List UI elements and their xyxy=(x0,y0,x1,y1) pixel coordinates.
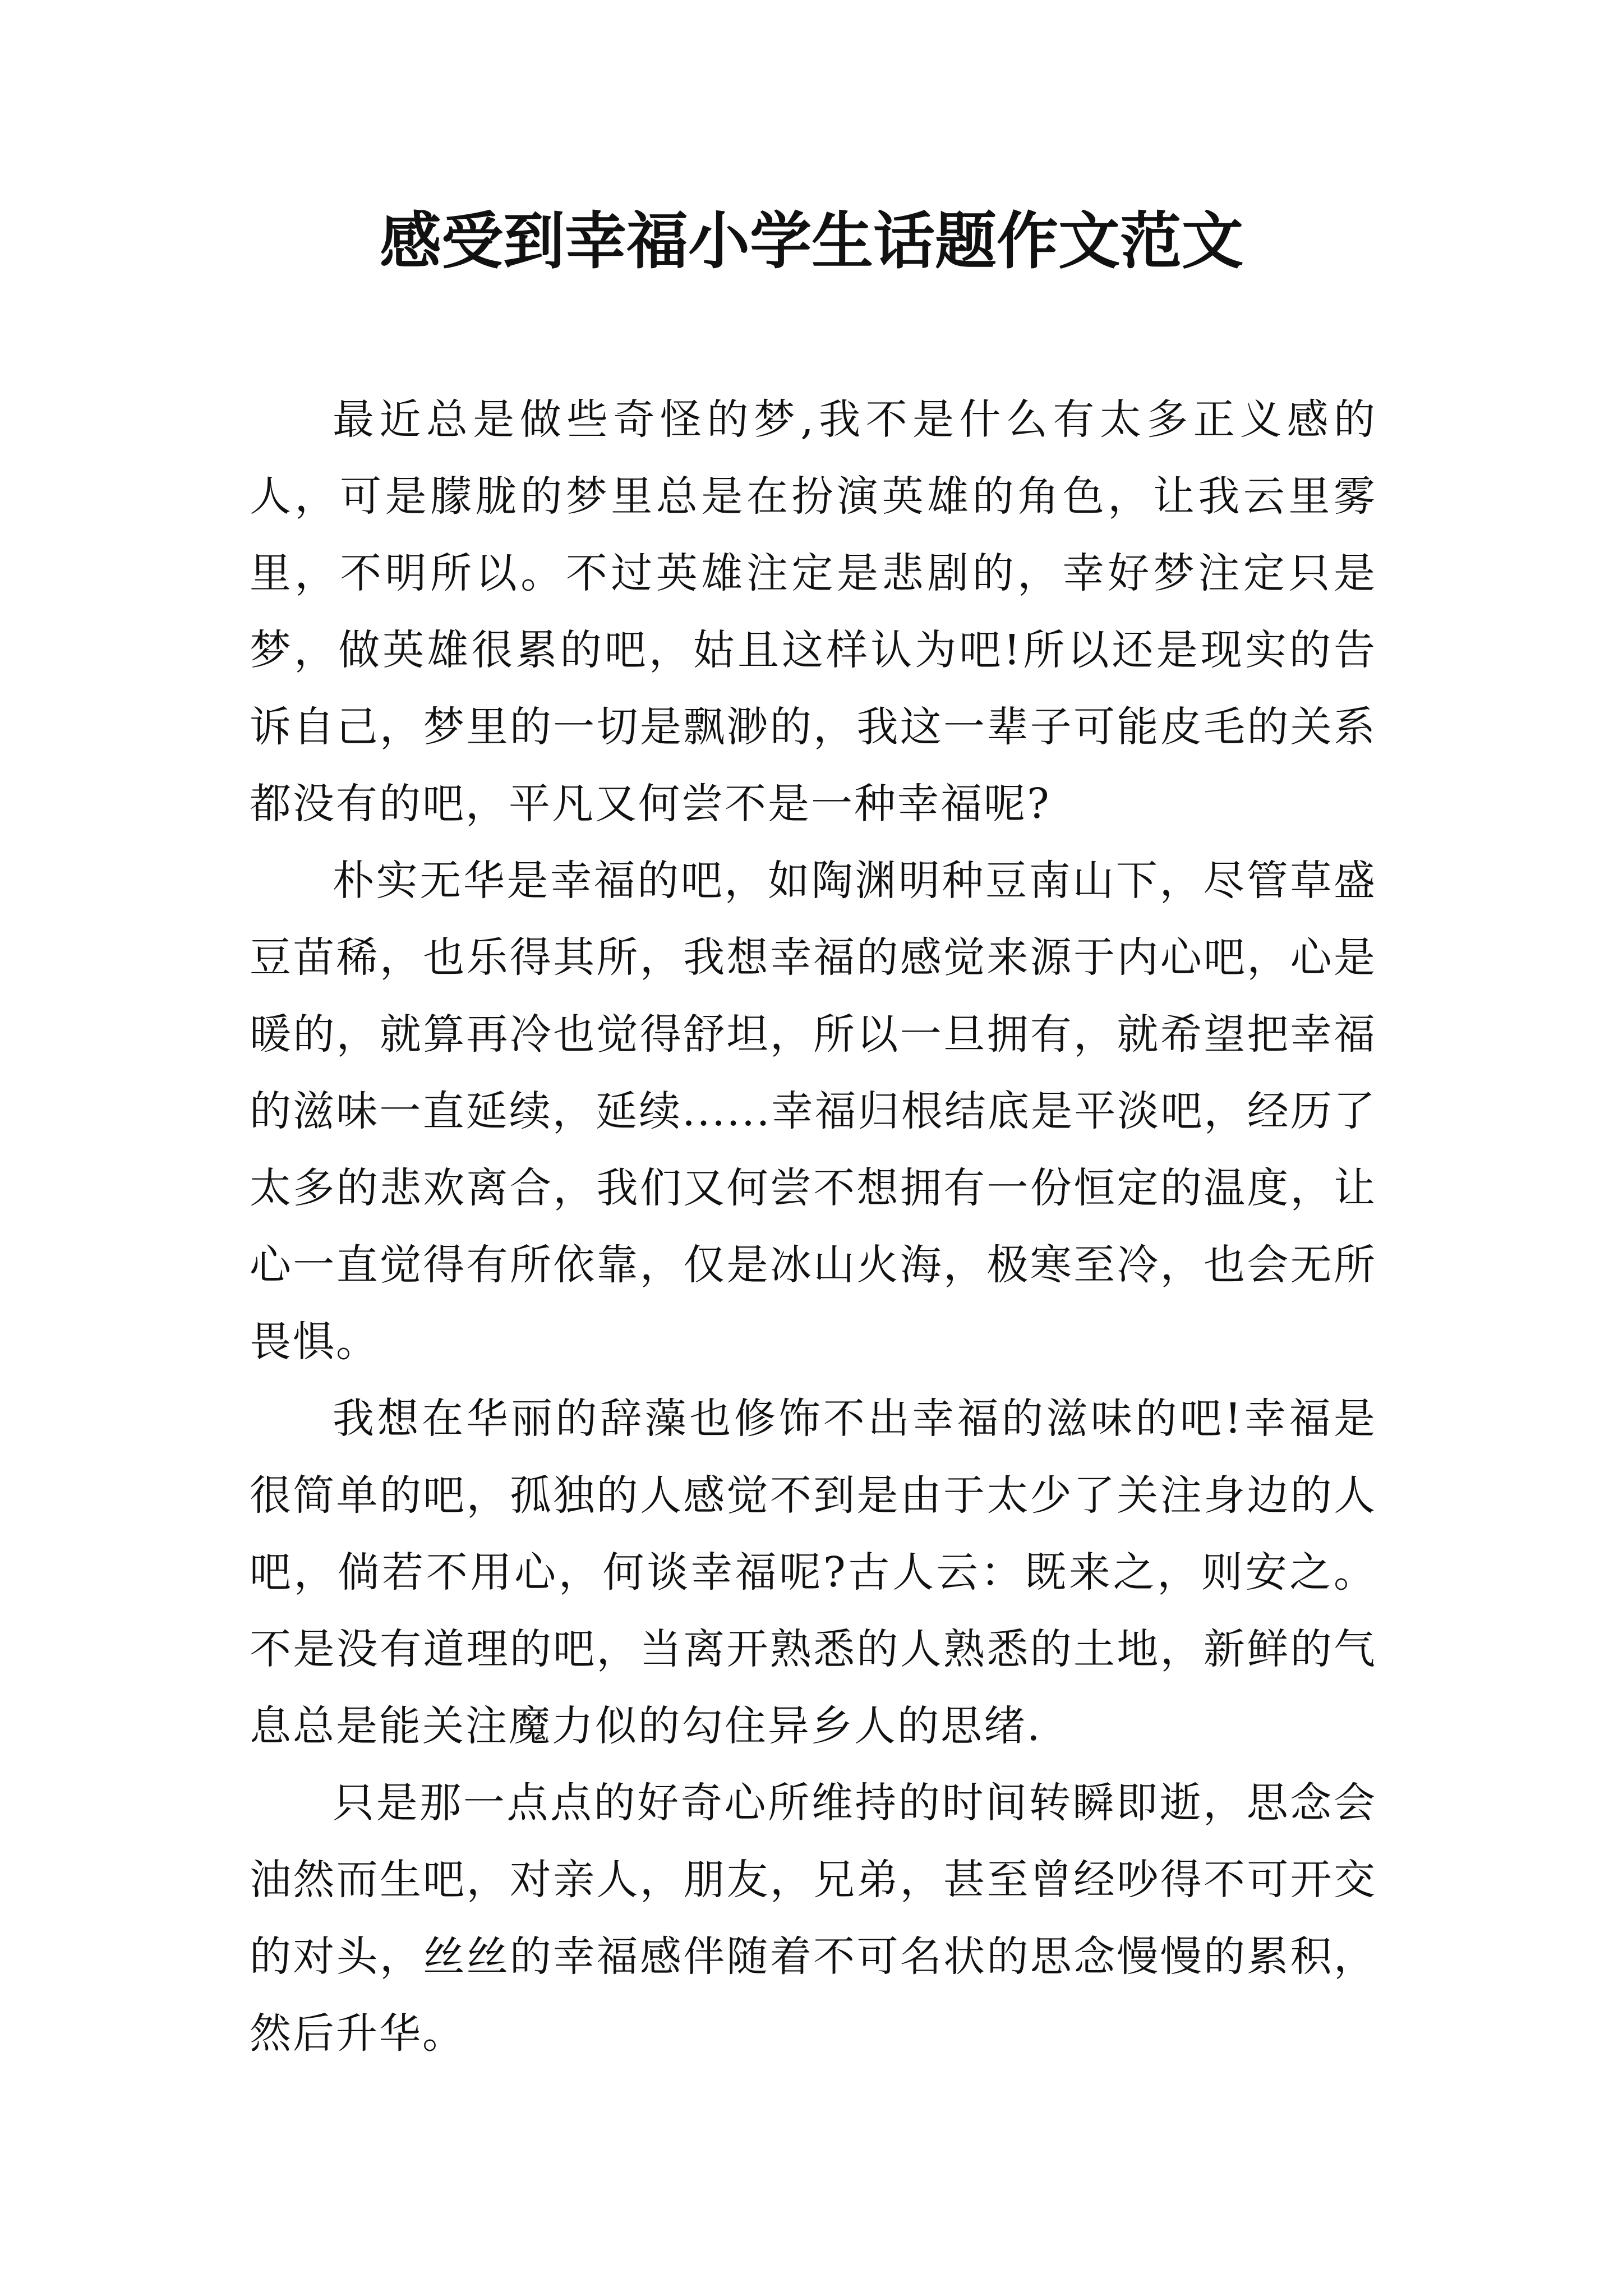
paragraph-4: 只是那一点点的好奇心所维持的时间转瞬即逝，思念会油然而生吧，对亲人，朋友，兄弟，甚至曾经吵得不可开交的对头，丝丝的幸福感伴随着不可名状的思念慢慢的累积，然后升华。 xyxy=(250,1779,1377,2058)
document-body xyxy=(250,381,1377,2072)
paragraph-3: 我想在华丽的辞藻也修饰不出幸福的滋味的吧!幸福是很简单的吧，孤独的人感觉不到是由于太少了关注身边的人吧，倘若不用心，何谈幸福呢?古人云：既来之，则安之。不是没有道理的吧，当离开熟悉的人熟悉的土地，新鲜的气息总是能关注魔力似的勾住异乡人的思绪. xyxy=(250,1395,1377,1750)
paragraph-2: 朴实无华是幸福的吧，如陶渊明种豆南山下，尽管草盛豆苗稀，也乐得其所，我想幸福的感觉来源于内心吧，心是暖的，就算再冷也觉得舒坦，所以一旦拥有，就希望把幸福的滋味一直延续，延续......幸福归根结底是平淡吧，经历了太多的悲欢离合，我们又何尝不想拥有一份恒定的温度，让心一直觉得有所依靠，仅是冰山火海，极寒至冷，也会无所畏惧。 xyxy=(250,857,1377,1366)
document-title: 感受到幸福小学生话题作文范文 xyxy=(380,205,1243,277)
paragraph-1: 最近总是做些奇怪的梦,我不是什么有太多正义感的人，可是朦胧的梦里总是在扮演英雄的角色，让我云里雾里，不明所以。不过英雄注定是悲剧的，幸好梦注定只是梦，做英雄很累的吧，姑且这样认为吧!所以还是现实的告诉自己，梦里的一切是飘渺的，我这一辈子可能皮毛的关系都没有的吧，平凡又何尝不是一种幸福呢? xyxy=(250,395,1377,828)
